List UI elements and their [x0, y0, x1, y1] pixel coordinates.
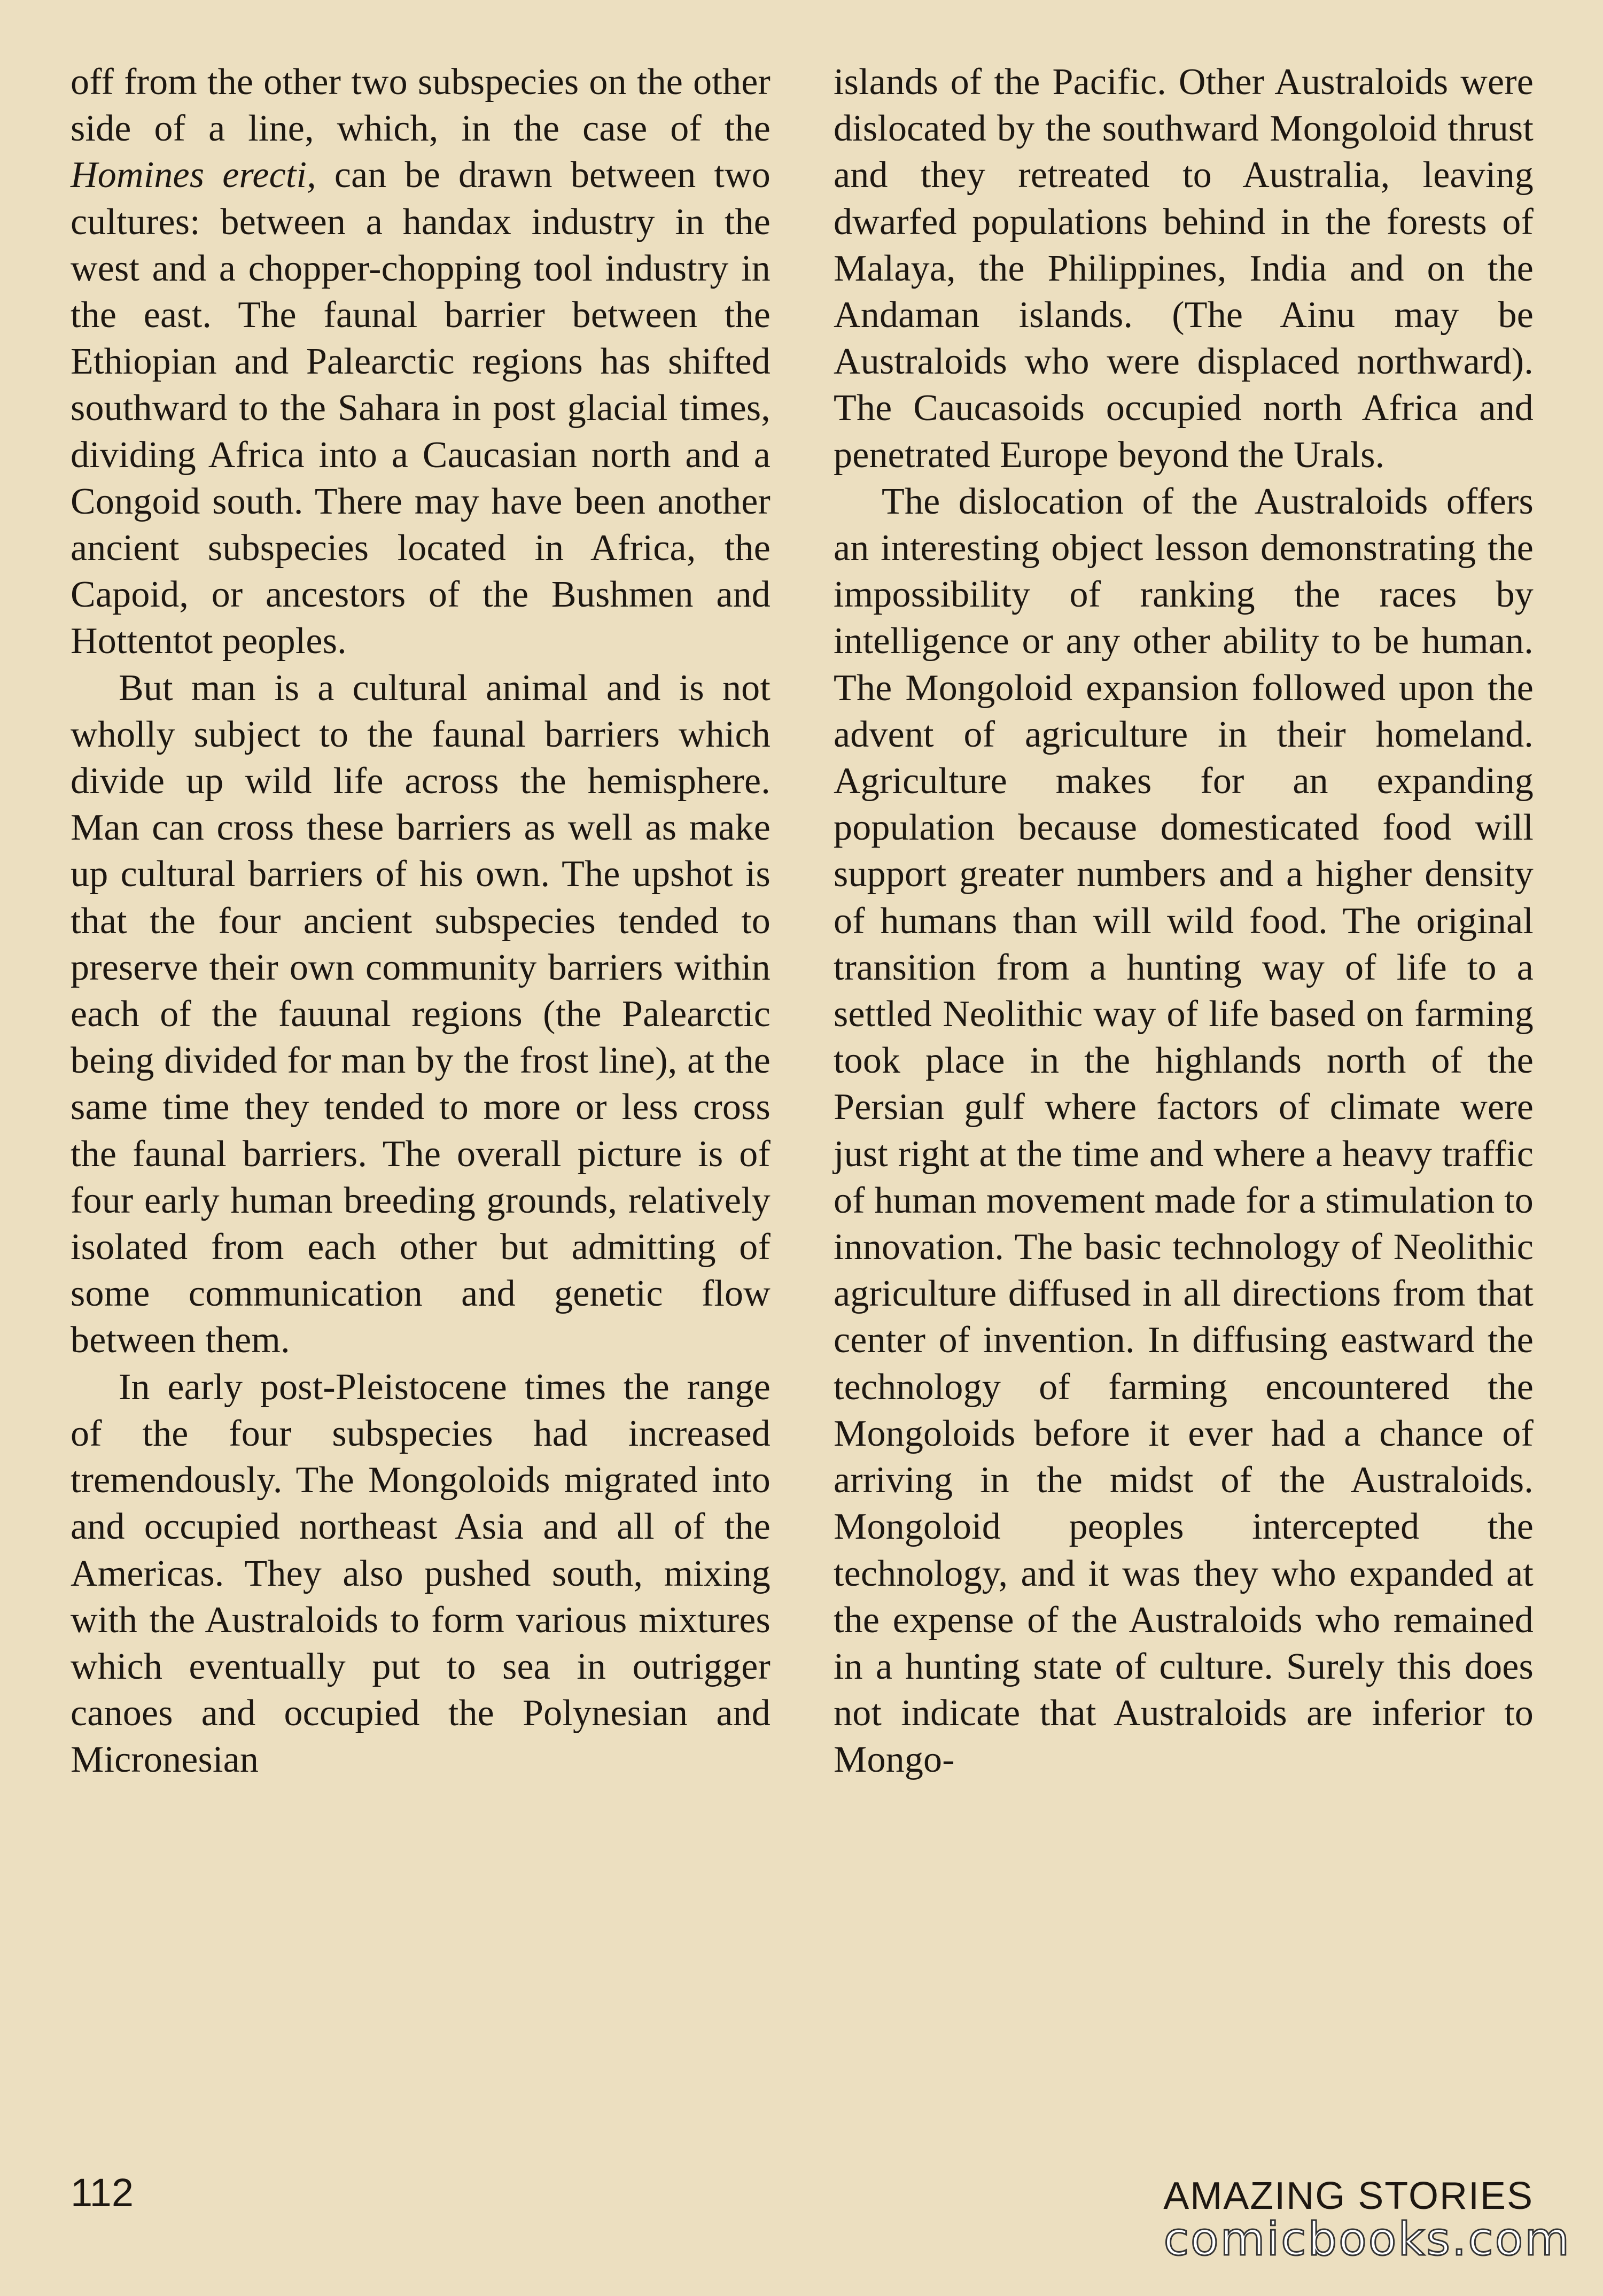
right-column	[834, 59, 1534, 1783]
watermark: comicbooks.com	[1163, 2213, 1571, 2266]
page-number: 112	[71, 2170, 134, 2215]
magazine-title: AMAZING STORIES	[1163, 2175, 1534, 2217]
paragraph-text: off from the other two subspecies on the other side of a line, which, in the case of the	[71, 61, 771, 150]
paragraph: But man is a cultural animal and is not wholly subject to the faunal barriers which divide up wild life across the hemisphere. Man can cross these barriers as well as make up cultural barriers of his own. The upshot is that the four ancient subspecies tended to preserve their own community barriers within each of the fauunal regions (the Palearctic being divided for man by the frost line), at the same time they tended to more or less cross the faunal barriers. The overall picture is of four early human breeding grounds, relatively isolated from each other but admitting of some communication and genetic flow between them.	[71, 667, 771, 1361]
paragraph: islands of the Pacific. Other Australoids were dislocated by the southward Mongoloid thrust and they retreated to Australia, leaving dwarfed populations behind in the forests of Malaya, the Philippines, India and on the Andaman islands. (The Ainu may be Australoids who were displaced northward). The Caucasoids occupied north Africa and penetrated Europe beyond the Urals.	[834, 61, 1534, 476]
paragraph: In early post-Pleistocene times the range of the four subspecies had increased tremendously. The Mongoloids migrated into and occupied northeast Asia and all of the Americas. They also pushed south, mixing with the Australoids to form various mixtures which eventually put to sea in outrigger canoes and occupied the Polynesian and Micronesian	[71, 1366, 771, 1781]
left-column	[71, 59, 771, 1783]
italic-term: Homines erecti,	[71, 154, 316, 196]
paragraph-text: can be drawn between two cultures: between a handax industry in the west and a chopper-chopping tool industry in the east. The faunal barrier between the Ethiopian and Palearctic regions has shifted southward to the Sahara in post glacial times, dividing Africa into a Caucasian north and a Congoid south. There may have been another ancient subspecies located in Africa, the Capoid, or ancestors of the Bushmen and Hottentot peoples.	[71, 154, 771, 662]
paragraph: The dislocation of the Australoids offers an interesting object lesson demonstrating the impossibility of ranking the races by intelligence or any other ability to be human. The Mongoloid expansion followed upon the advent of agriculture in their homeland. Agriculture makes for an expanding population because domesticated food will support greater numbers and a higher density of humans than will wild food. The original transition from a hunting way of life to a settled Neolithic way of life based on farming took place in the highlands north of the Persian gulf where factors of climate were just right at the time and where a heavy traffic of human movement made for a stimulation to innovation. The basic technology of Neolithic agriculture diffused in all directions from that center of invention. In diffusing eastward the technology of farming encountered the Mongoloids before it ever had a chance of arriving in the midst of the Australoids. Mongoloid peoples intercepted the technology, and it was they who expanded at the expense of the Australoids who remained in a hunting state of culture. Surely this does not indicate that Australoids are inferior to Mongo-	[834, 480, 1534, 1781]
paragraph	[71, 59, 771, 665]
